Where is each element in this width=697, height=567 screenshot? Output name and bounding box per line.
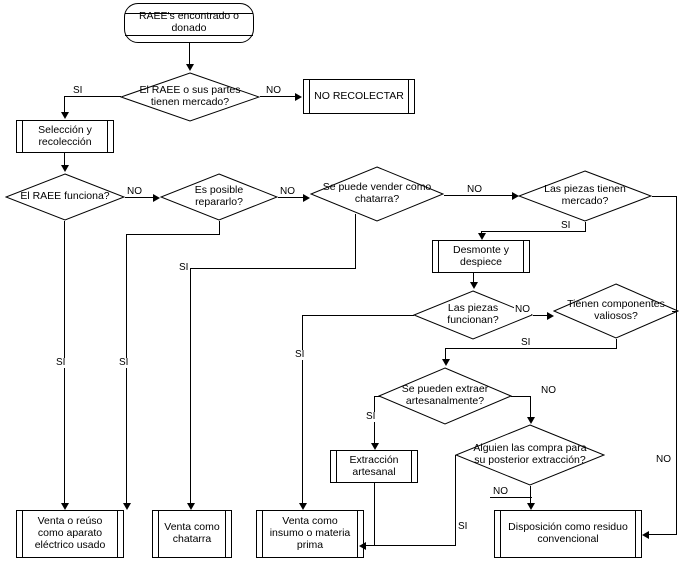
edge-start-to-mercado: [189, 43, 190, 65]
edge-mercado-no: [260, 96, 295, 97]
node-decision-piezas-mercado: [518, 170, 652, 222]
edge-reparar-no: [278, 197, 303, 198]
edge-label-si: SI: [56, 357, 66, 368]
edge-chatarra-si-h: [190, 268, 356, 269]
node-start: [124, 3, 254, 43]
edge-alguien-no-v: [530, 486, 531, 504]
arrowhead: [470, 282, 478, 289]
edge-label-no: NO: [266, 85, 281, 96]
node-decision-piezas-mercado-label: Las piezas tienen mercado?: [544, 183, 626, 207]
arrowhead: [186, 64, 194, 71]
arrowhead: [527, 417, 535, 424]
arrowhead: [123, 503, 131, 510]
node-decision-mercado-label: El RAEE o sus partes tienen mercado?: [139, 84, 241, 108]
edge-label-no: NO: [541, 385, 556, 396]
arrowhead: [303, 194, 310, 202]
node-decision-chatarra: [310, 166, 444, 222]
edge-piezas-mercado-si-h: [481, 231, 586, 232]
arrowhead: [61, 112, 69, 119]
edge-mercado-si-h: [64, 96, 121, 97]
predef-bar-right: [107, 121, 108, 152]
arrowhead: [442, 359, 450, 366]
predef-bar-left: [438, 241, 439, 272]
edge-chatarra-si-v1: [355, 214, 356, 268]
node-decision-funciona-label: El RAEE funciona?: [20, 190, 110, 203]
edge-piezas-funcionan-no: [533, 315, 547, 316]
predef-bar-left: [500, 511, 501, 557]
predef-bar-left: [262, 511, 263, 557]
arrowhead: [642, 531, 649, 539]
edge-alguien-si-h2: [375, 545, 456, 546]
edge-label-no: NO: [493, 486, 508, 497]
node-decision-reparar: [160, 173, 278, 221]
predef-bar-right: [635, 511, 636, 557]
edge-mercado-si-v: [64, 96, 65, 112]
node-disposicion: [494, 510, 642, 558]
arrowhead: [61, 165, 69, 172]
edge-label-si: SI: [561, 220, 571, 231]
edge-componentes-si-v: [616, 339, 617, 348]
arrowhead: [153, 194, 160, 202]
arrowhead: [512, 192, 519, 200]
edge-label-si: SI: [119, 357, 129, 368]
edge-piezas-funcionan-si-v: [302, 315, 303, 504]
node-decision-reparar-label: Es posible repararlo?: [194, 184, 244, 208]
node-seleccion: [16, 120, 114, 153]
edge-piezas-mercado-no-h: [652, 196, 676, 197]
edge-chatarra-no: [444, 195, 512, 196]
edge-label-no: NO: [656, 454, 671, 465]
node-decision-componentes-label: Tienen componentes valiosos?: [567, 298, 665, 322]
edge-label-si: SI: [521, 337, 531, 348]
predef-bar-left: [158, 511, 159, 557]
edge-alguien-si-down: [455, 455, 456, 545]
predef-bar-right: [408, 80, 409, 113]
arrowhead: [478, 233, 486, 240]
edge-artesanal-no-h: [511, 396, 530, 397]
node-decision-artesanal: [378, 367, 512, 425]
arrowhead: [359, 542, 366, 550]
node-venta-insumo-label: Venta como insumo o materia prima: [269, 515, 351, 551]
node-extraccion: [330, 450, 418, 483]
node-decision-alguien: [455, 424, 605, 486]
edge-reparar-si-h: [126, 234, 220, 235]
node-extraccion-label: Extracción artesanal: [349, 453, 399, 478]
edge-label-si: SI: [295, 349, 305, 360]
edge-piezas-funcionan-si-h: [302, 315, 414, 316]
node-start-label: RAEE's encontrado o donado: [138, 10, 240, 34]
node-decision-mercado: [120, 72, 260, 122]
edge-label-no: NO: [280, 186, 295, 197]
edge-piezas-mercado-no-h2: [649, 534, 677, 535]
predef-bar-right: [523, 241, 524, 272]
edge-reparar-si-v2: [126, 234, 127, 504]
edge-componentes-no-join: [672, 311, 677, 312]
edge-label-si: SI: [366, 411, 376, 422]
predef-bar-left: [22, 121, 23, 152]
node-decision-piezas-funcionan: [413, 290, 533, 340]
edge-extraccion-v: [374, 483, 375, 545]
arrowhead: [295, 93, 302, 101]
node-decision-alguien-label: Alguien las compra para su posterior extracción?: [473, 442, 587, 466]
predef-bar-left: [336, 451, 337, 482]
edge-label-no: NO: [467, 184, 482, 195]
predef-bar-right: [411, 451, 412, 482]
node-desmonte-label: Desmonte y despiece: [452, 243, 510, 268]
edge-label-si: SI: [179, 262, 189, 273]
node-decision-artesanal-label: Se pueden extraer artesanalmente?: [401, 383, 489, 407]
node-venta-chatarra: [152, 510, 232, 558]
node-decision-piezas-funcionan-label: Las piezas funcionan?: [447, 302, 499, 326]
edge-alguien-no-h: [490, 497, 532, 498]
edge-componentes-si-h: [445, 348, 617, 349]
arrowhead: [547, 312, 554, 320]
edge-chatarra-si-v2: [190, 268, 191, 504]
edge-piezas-mercado-si-v: [585, 222, 586, 231]
edge-artesanal-no-v: [530, 396, 531, 417]
node-disposicion-label: Disposición como residuo convencional: [508, 521, 628, 545]
node-decision-componentes: [553, 283, 679, 339]
node-decision-chatarra-label: Se puede vender como chatarra?: [322, 181, 432, 205]
predef-bar-right: [117, 511, 118, 557]
edge-reparar-si-v1: [219, 221, 220, 234]
predef-bar-left: [309, 80, 310, 113]
terminator-cap-bottom: [125, 35, 253, 36]
edge-label-no: NO: [127, 186, 142, 197]
predef-bar-left: [22, 511, 23, 557]
node-no-recolectar-label: NO RECOLECTAR: [314, 89, 404, 102]
arrowhead: [371, 443, 379, 450]
arrowhead: [61, 503, 69, 510]
edge-label-no: NO: [515, 304, 530, 315]
node-venta-aparato-label: Venta o reúso como aparato eléctrico usado: [34, 515, 106, 551]
node-no-recolectar: [303, 79, 415, 114]
predef-bar-right: [357, 511, 358, 557]
node-venta-aparato: [16, 510, 124, 558]
edge-piezas-mercado-no-v: [676, 196, 677, 534]
edge-label-si: SI: [73, 85, 83, 96]
edge-funciona-no: [125, 197, 153, 198]
node-venta-insumo: [256, 510, 364, 558]
edge-extraccion-h: [366, 545, 375, 546]
edge-label-si: SI: [458, 521, 468, 532]
arrowhead: [187, 503, 195, 510]
predef-bar-right: [225, 511, 226, 557]
arrowhead: [299, 503, 307, 510]
node-decision-funciona: [5, 173, 125, 221]
node-venta-chatarra-label: Venta como chatarra: [164, 521, 220, 545]
arrowhead: [527, 503, 535, 510]
node-desmonte: [432, 240, 530, 273]
node-seleccion-label: Selección y recolección: [38, 123, 92, 148]
